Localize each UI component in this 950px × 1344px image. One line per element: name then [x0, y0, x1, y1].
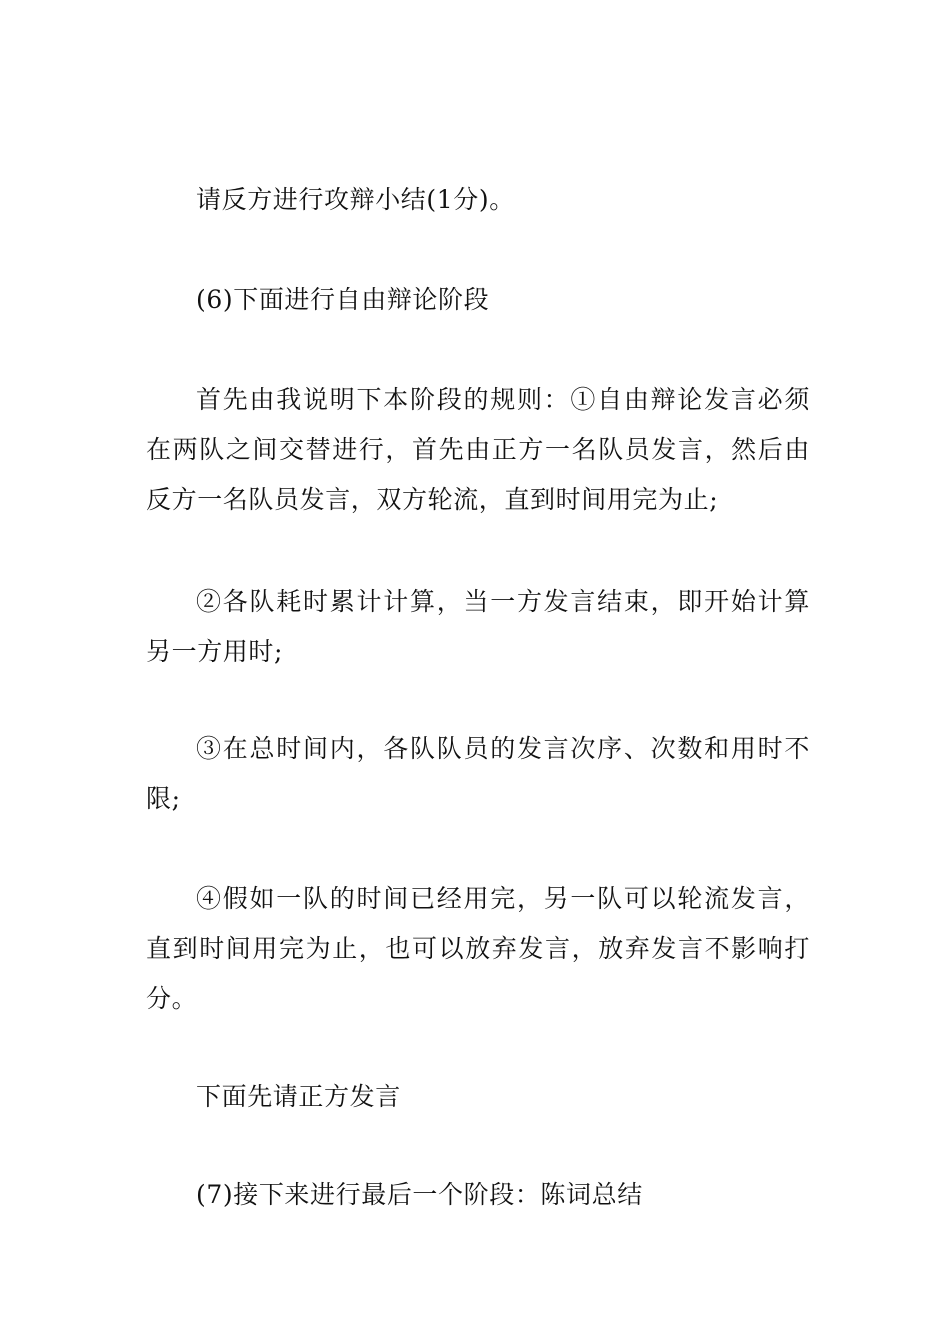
paragraph-rule-3: ③在总时间内，各队队员的发言次序、次数和用时不限;: [146, 734, 810, 813]
paragraph-free-debate-heading: (6)下面进行自由辩论阶段: [196, 285, 490, 314]
paragraph-rebuttal-summary: 请反方进行攻辩小结(1分)。: [196, 185, 515, 214]
paragraph-rule-2: ②各队耗时累计计算，当一方发言结束，即开始计算另一方用时;: [146, 587, 810, 666]
paragraph-rule-4: ④假如一队的时间已经用完，另一队可以轮流发言，直到时间用完为止，也可以放弃发言，放弃发言不影响打分。: [146, 884, 810, 1013]
paragraph-affirmative-first: 下面先请正方发言: [196, 1082, 401, 1111]
paragraph-closing-stage-heading: (7)接下来进行最后一个阶段：陈词总结: [196, 1180, 643, 1209]
paragraph-rules-intro: 首先由我说明下本阶段的规则：①自由辩论发言必须在两队之间交替进行，首先由正方一名队员发言，然后由反方一名队员发言，双方轮流，直到时间用完为止;: [146, 385, 810, 514]
